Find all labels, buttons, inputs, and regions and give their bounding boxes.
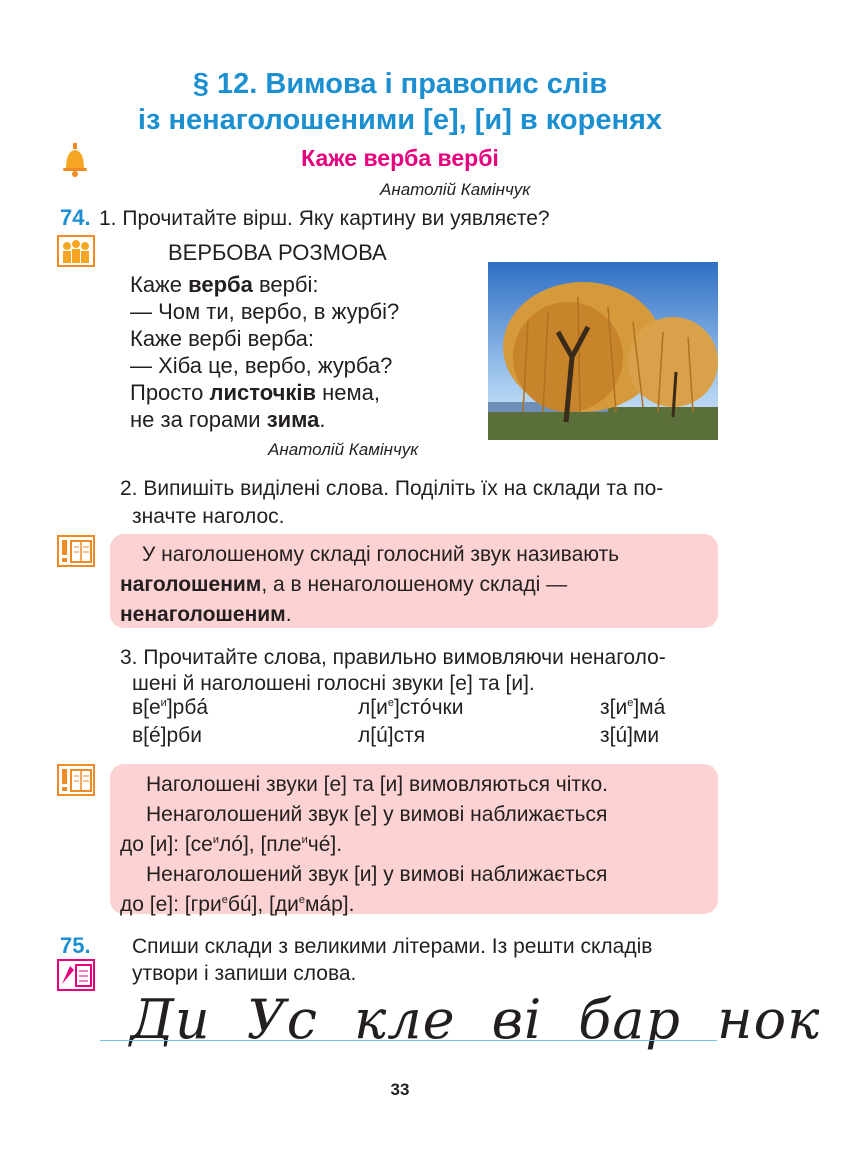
reading-title: Каже верба вербі	[301, 145, 499, 171]
poem-line-5: Просто листочків нема,	[130, 380, 380, 405]
exercise-75-number: 75.	[60, 933, 91, 958]
section-title-line2: із ненаголошеними [е], [и] в коренях	[137, 104, 663, 136]
poem-line-4: — Хіба це, вербо, журба?	[130, 353, 393, 378]
rule2-line5: до [е]: [гри$^е$бú], $[ди^емáр]$.	[120, 893, 355, 916]
poem-line-6: не за горами зима.	[130, 407, 326, 432]
rule1-line2: наголошеним, а в ненаголошеному складі —	[120, 573, 568, 596]
rule2-line3: до [и]: $[се^илó]$, [пле$^и$чé].	[120, 833, 343, 856]
writing-line	[100, 1040, 717, 1041]
ex74-task3-line1: 3. Прочитайте слова, правильно вимовляючи ненаголо-	[120, 646, 666, 669]
ex74-task2-line1: 2. Випишіть виділені слова. Поділіть їх на склади та по-	[120, 477, 664, 500]
handwritten-syllables	[130, 988, 856, 1051]
ex74-task3-line2: шені й наголошені голосні звуки [е] та [и].	[132, 672, 535, 695]
poem-title: ВЕРБОВА РОЗМОВА	[168, 240, 387, 265]
rule2-line1: Наголошені звуки [е] та [и] вимовляються чітко.	[146, 773, 608, 796]
group-work-icon	[58, 236, 94, 266]
syllable: Ус	[246, 988, 318, 1051]
ex74-task1: 1. Прочитайте вірш. Яку картину ви уявляєте?	[99, 207, 550, 230]
word-lystochky: $л[и^е]стóчки$	[358, 696, 464, 719]
word-verby: в[é]рби	[132, 724, 202, 747]
word-verba: $в[е^и]рбá$	[132, 696, 209, 719]
rule-book-icon	[58, 536, 94, 566]
syllable: бар	[578, 988, 681, 1051]
word-lystia: л[ú]стя	[358, 724, 426, 747]
ex75-line2: утвори і запиши слова.	[132, 962, 357, 985]
poem	[130, 271, 399, 433]
words-grid	[0, 694, 800, 754]
word-zymy: з[ú]ми	[600, 724, 660, 747]
writing-icon	[58, 960, 94, 990]
poem-author: Анатолій Камінчук	[268, 440, 419, 459]
rule2-line2: Ненаголошений звук [е] у вимові наближається	[146, 803, 608, 826]
section-title-line1: § 12. Вимова і правопис слів	[192, 68, 608, 100]
poem-line-2: — Чом ти, вербо, в журбі?	[130, 299, 400, 324]
bell-icon	[60, 143, 90, 177]
poem-line-3: Каже вербі верба:	[130, 326, 314, 351]
rule-book-icon	[58, 765, 94, 795]
ex75-line1: Спиши склади з великими літерами. Із решти складів	[132, 935, 653, 958]
exercise-74-number: 74.	[60, 205, 91, 230]
ex74-task2-line2: значте наголос.	[132, 505, 285, 528]
rule1-line1: У наголошеному складі голосний звук називають	[142, 543, 620, 566]
rule1-line3: ненаголошеним.	[120, 603, 292, 626]
willow-photo	[488, 262, 718, 440]
syllable: нок	[717, 988, 821, 1051]
rule2-line4: Ненаголошений звук [и] у вимові наближається	[146, 863, 608, 886]
word-zyma: $з[и^е]мá$	[600, 696, 666, 719]
syllable: Ди	[130, 988, 211, 1051]
rule-box-stress	[110, 534, 718, 628]
reading-author: Анатолій Камінчук	[380, 180, 531, 199]
page-number: 33	[390, 1080, 410, 1099]
poem-line-1: Каже верба вербі:	[130, 272, 319, 297]
syllable: кле	[353, 988, 456, 1051]
rule-box-unstressed	[110, 764, 718, 914]
syllable: ві	[491, 988, 543, 1051]
